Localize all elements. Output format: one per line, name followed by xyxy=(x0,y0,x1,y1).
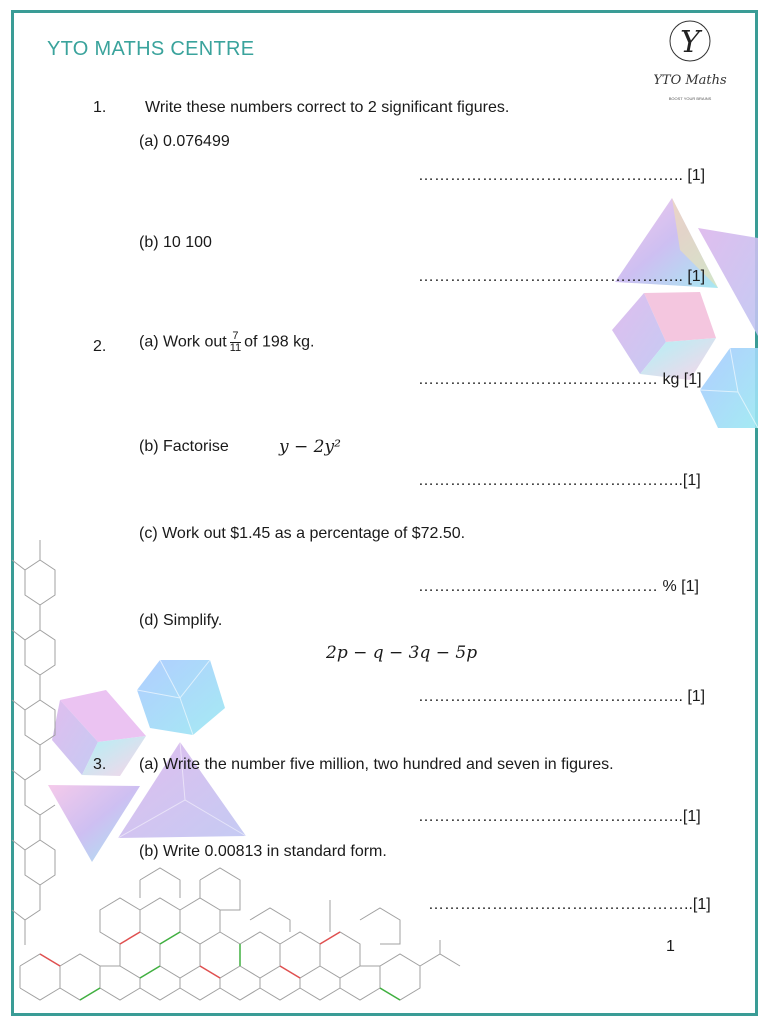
fraction xyxy=(230,331,241,354)
q2d-answer-line[interactable]: ………………………………………….. [1] xyxy=(418,688,706,705)
pyramid-shape-left xyxy=(48,785,140,862)
hexagon-pattern-accents xyxy=(40,932,400,1000)
q2b-expression: y − 2y² xyxy=(279,437,341,457)
q2a-answer-line[interactable]: ……………………………………… kg [1] xyxy=(418,371,702,388)
q1a-text: (a) 0.076499 xyxy=(139,133,230,150)
q2c-answer-line[interactable]: ……………………………………… % [1] xyxy=(418,578,699,595)
q1b-answer-line[interactable]: ………………………………………….. [1] xyxy=(418,268,706,285)
q2a-label: (a) Work out xyxy=(139,333,227,351)
q3a-text: (a) Write the number five million, two hundred and seven in figures. xyxy=(139,756,614,773)
fraction-denominator: 11 xyxy=(229,342,242,354)
q3b-text: (b) Write 0.00813 in standard form. xyxy=(139,843,387,860)
logo-letter: Y xyxy=(680,25,700,60)
q2c-text: (c) Work out $1.45 as a percentage of $72.50. xyxy=(139,525,466,542)
page-number: 1 xyxy=(666,938,675,955)
yto-logo-icon xyxy=(653,21,727,101)
cube-shape-right xyxy=(612,292,716,380)
q2-number: 2. xyxy=(93,338,107,355)
q2a-after: of 198 kg. xyxy=(244,333,315,351)
q3a-answer-line[interactable]: …………………………………………..[1] xyxy=(418,808,701,825)
q2a-text xyxy=(139,331,314,354)
logo-name: YTO Maths xyxy=(653,73,727,88)
q2b-answer-line[interactable]: …………………………………………..[1] xyxy=(418,472,701,489)
q1-number: 1. xyxy=(93,99,107,116)
q1-prompt: Write these numbers correct to 2 significant figures. xyxy=(145,99,510,116)
fraction-numerator: 7 xyxy=(230,331,241,343)
logo-tagline: BOOST YOUR BRAINS xyxy=(668,96,712,101)
q2d-text: (d) Simplify. xyxy=(139,612,223,629)
icosahedron-shape-right xyxy=(700,348,758,428)
q2d-expression: 2p − q − 3q − 5p xyxy=(326,643,478,663)
q1a-answer-line[interactable]: ………………………………………….. [1] xyxy=(418,167,706,184)
q3-number: 3. xyxy=(93,756,107,773)
centre-name: YTO MATHS CENTRE xyxy=(47,38,255,60)
q3b-answer-line[interactable]: …………………………………………..[1] xyxy=(428,896,711,913)
q2b-label: (b) Factorise xyxy=(139,438,229,455)
icosahedron-shape-left xyxy=(137,660,225,735)
q1b-text: (b) 10 100 xyxy=(139,234,212,251)
